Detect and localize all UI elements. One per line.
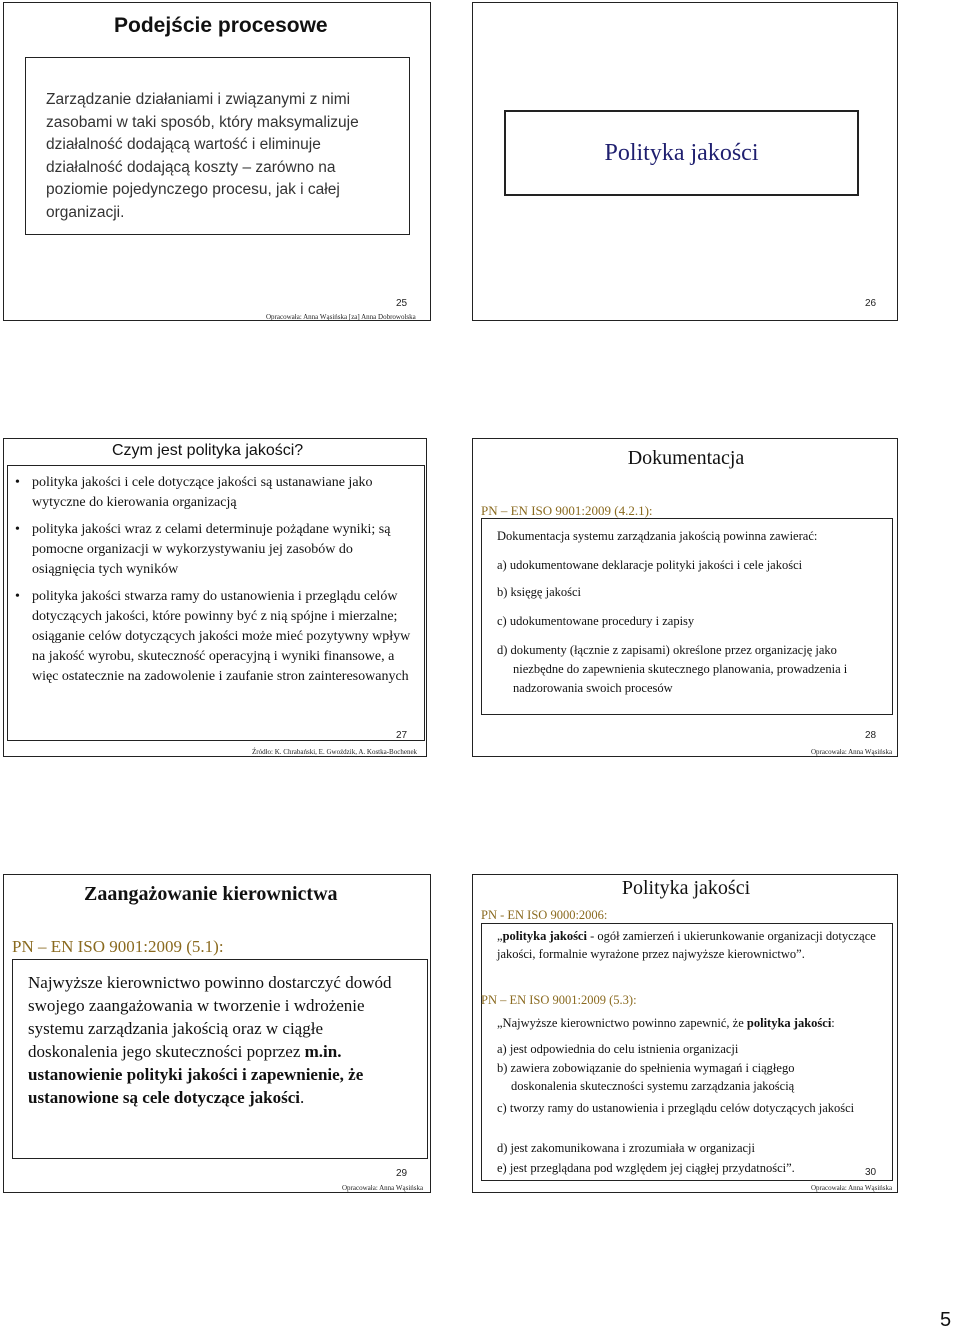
body-text <box>28 971 408 1109</box>
def-open: „ <box>497 929 503 943</box>
quote-end: : <box>831 1016 835 1030</box>
slide-number: 30 <box>865 1167 877 1178</box>
slide-30 <box>472 874 898 1193</box>
slide-number: 26 <box>865 298 877 309</box>
list-item: d) jest zakomunikowana i zrozumiała w organizacji <box>497 1141 756 1155</box>
page-number: 5 <box>940 1309 952 1331</box>
body-bold: m.in. ustanowienie polityki jakości i zapewnienie, że ustanowione są cele dotyczące jakości <box>28 1042 364 1107</box>
bullet-item: • polityka jakości stwarza ramy do ustanowienia i przeglądu celów dotyczących jakości, które powinny być z nią spójne i mierzalne; osiąganie celów dotyczących jakości może mieć pozytywny wpływ na jakość wyrobu, skuteczność operacyjną i wyniki finansowe, a więc ostatecznie na zadowolenie i zaufanie stron zainteresowanych <box>11 587 416 687</box>
standard-reference-2: PN – EN ISO 9001:2009 (5.3): <box>481 993 637 1007</box>
slide-title: Podejście procesowe <box>114 14 328 37</box>
list-item: b) zawiera zobowiązanie do spełnienia wymagań i ciągłego doskonalenia skuteczności systemu zarządzania jakością <box>497 1061 795 1093</box>
list-item: d) dokumenty (łącznie z zapisami) określone przez organizację jako niezbędne do zapewnienia skutecznego planowania, prowadzenia i nadzorowania swoich procesów <box>497 643 848 695</box>
slide-29 <box>3 874 431 1193</box>
slide-title: Polityka jakości <box>604 140 759 166</box>
quote-plain: „Najwyższe kierownictwo powinno zapewnić, że <box>497 1016 747 1030</box>
definition-text <box>497 928 877 963</box>
list-item: e) jest przeglądana pod względem jej ciągłej przydatności”. <box>497 1161 795 1175</box>
standard-reference: PN – EN ISO 9001:2009 (4.2.1): <box>481 503 653 518</box>
slide-title: Dokumentacja <box>627 447 745 469</box>
slide-credit: Opracowała: Anna Wąsińska <box>342 1184 424 1192</box>
list-item: a) udokumentowane deklaracje polityki jakości i cele jakości <box>497 558 803 572</box>
list-item: b) księgę jakości <box>497 585 582 599</box>
quote-bold: polityka jakości <box>746 1016 832 1030</box>
slide-title: Polityka jakości <box>621 877 751 899</box>
intro-text: Dokumentacja systemu zarządzania jakością powinna zawierać: <box>497 529 818 543</box>
slide-credit: Opracowała: Anna Wąsińska <box>811 1184 893 1192</box>
list-item: c) tworzy ramy do ustanowienia i przeglądu celów dotyczących jakości <box>497 1101 855 1115</box>
slide-title: Zaangażowanie kierownictwa <box>84 883 338 905</box>
body-plain: Najwyższe kierownictwo powinno dostarczyć dowód swojego zaangażowania w tworzenie i wdrożenie systemu zarządzania jakością oraz w ciągłe doskonalenia jego skuteczności poprzez <box>28 973 392 1061</box>
slide-25 <box>3 2 431 321</box>
slide-26 <box>472 2 898 321</box>
bullet-list <box>11 473 416 694</box>
slide-credit: Opracowała: Anna Wąsińska [za] Anna Dobrowolska <box>266 313 416 321</box>
slide-title: Czym jest polityka jakości? <box>112 442 304 459</box>
slide-28 <box>472 438 898 757</box>
slide-credit: Opracowała: Anna Wąsińska <box>811 748 893 756</box>
slide-27 <box>3 438 427 757</box>
slide-credit: Źródło: K. Chrabański, E. Gwoździk, A. Kostka-Bochenek <box>252 748 418 756</box>
def-rest: - ogół zamierzeń i ukierunkowanie organizacji dotyczące jakości, formalnie wyrażone przez najwyższe kierownictwo”. <box>497 929 876 961</box>
standard-reference: PN – EN ISO 9001:2009 (5.1): <box>12 937 224 956</box>
def-bold: polityka jakości <box>502 929 587 943</box>
definition-text: Zarządzanie działaniami i związanymi z nimi zasobami w taki sposób, który maksymalizuje działalność dodającą wartość i eliminuje działalność dodającą koszty – zarówno na poziomie pojedynczego procesu, jak i całej organizacji. <box>46 91 359 221</box>
slide-number: 29 <box>396 1168 408 1179</box>
list-item: a) jest odpowiednia do celu istnienia organizacji <box>497 1042 739 1056</box>
slide-number: 25 <box>396 298 408 309</box>
bullet-item: • polityka jakości wraz z celami determinuje pożądane wyniki; są pomocne organizacji w wykorzystywaniu jej zasobów do osiągnięcia tych wyników <box>11 520 416 580</box>
bullet-item: • polityka jakości i cele dotyczące jakości są ustanawiane jako wytyczne do kierowania organizacją <box>11 473 416 513</box>
slide-number: 28 <box>865 730 877 741</box>
slide-number: 27 <box>396 730 408 741</box>
quote-text <box>497 1016 887 1031</box>
standard-reference: PN - EN ISO 9000:2006: <box>481 908 608 922</box>
body-end: . <box>299 1088 305 1107</box>
list-item: c) udokumentowane procedury i zapisy <box>497 614 695 628</box>
